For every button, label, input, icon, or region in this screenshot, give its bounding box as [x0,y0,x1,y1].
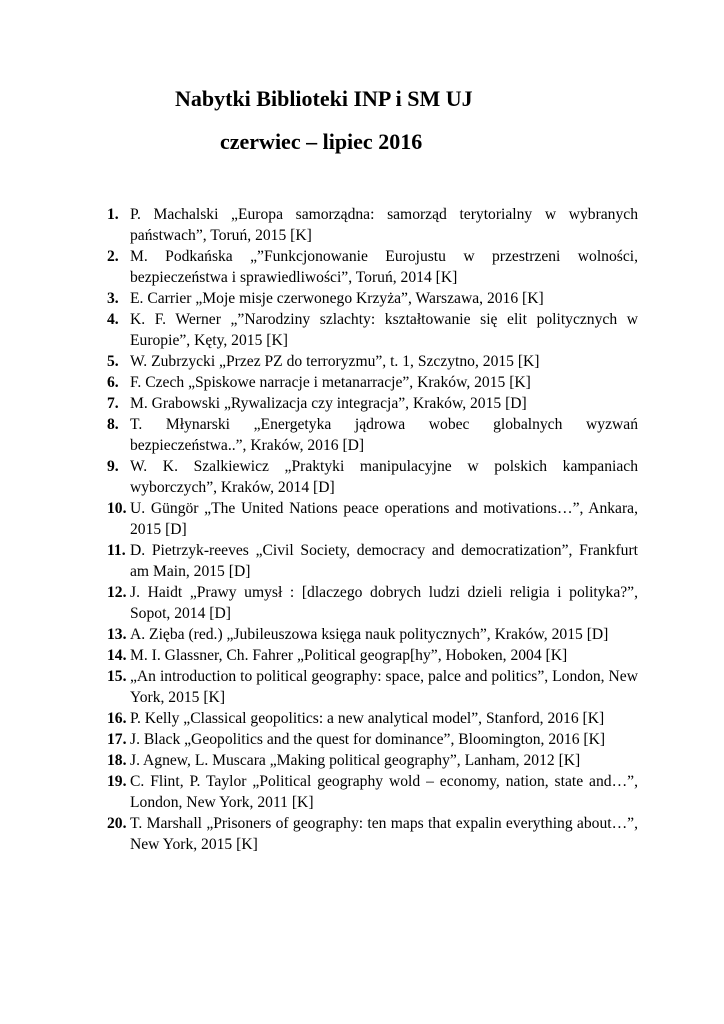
item-text: P. Machalski „Europa samorządna: samorząd terytorialny w wybranych państwach”, Toruń, 2015 [K] [130,206,638,244]
list-item [100,813,638,855]
item-number: 15. [107,668,127,685]
item-text: P. Kelly „Classical geopolitics: a new analytical model”, Stanford, 2016 [K] [130,710,605,727]
item-number: 1. [107,206,119,223]
item-text: D. Pietrzyk-reeves „Civil Society, democracy and democratization”, Frankfurt am Main, 2015 [D] [130,542,638,580]
list-item [100,456,638,498]
item-text: W. K. Szalkiewicz „Praktyki manipulacyjne w polskich kampaniach wyborczych”, Kraków, 2014 [D] [130,458,638,496]
list-item [100,645,638,666]
list-item [100,414,638,456]
list-item [100,708,638,729]
page-subtitle: czerwiec – lipiec 2016 [220,129,423,154]
item-number: 4. [107,311,119,328]
item-number: 8. [107,416,119,433]
item-text: E. Carrier „Moje misje czerwonego Krzyża”, Warszawa, 2016 [K] [130,290,544,307]
page-title: Nabytki Biblioteki INP i SM UJ [175,86,473,111]
list-item [100,204,638,246]
item-number: 17. [107,731,127,748]
item-number: 9. [107,458,119,475]
list-item [100,351,638,372]
item-text: J. Haidt „Prawy umysł : [dlaczego dobrych ludzi dzieli religia i polityka?”, Sopot, 2014 [D] [130,584,638,622]
list-item [100,393,638,414]
item-text: K. F. Werner „”Narodziny szlachty: kształtowanie się elit politycznych w Europie”, Kęty, 2015 [K] [130,311,638,349]
item-number: 10. [107,500,127,517]
item-number: 16. [107,710,127,727]
list-item [100,309,638,351]
item-text: J. Black „Geopolitics and the quest for dominance”, Bloomington, 2016 [K] [130,731,606,748]
item-text: M. Grabowski „Rywalizacja czy integracja”, Kraków, 2015 [D] [130,395,527,412]
item-text: A. Zięba (red.) „Jubileuszowa księga nauk politycznych”, Kraków, 2015 [D] [130,626,609,643]
list-item [100,246,638,288]
list-item [100,582,638,624]
item-text: F. Czech „Spiskowe narracje i metanarracje”, Kraków, 2015 [K] [130,374,531,391]
item-number: 13. [107,626,127,643]
item-number: 6. [107,374,119,391]
item-number: 19. [107,773,127,790]
item-number: 20. [107,815,127,832]
item-text: M. Podkańska „”Funkcjonowanie Eurojustu w przestrzeni wolności, bezpieczeństwa i sprawiedliwości”, Toruń, 2014 [K] [130,248,638,286]
list-item [100,372,638,393]
item-text: C. Flint, P. Taylor „Political geography wold – economy, nation, state and…”, London, New York, 2011 [K] [130,773,638,811]
item-number: 5. [107,353,119,370]
item-text: W. Zubrzycki „Przez PZ do terroryzmu”, t. 1, Szczytno, 2015 [K] [130,353,540,370]
list-item [100,771,638,813]
list-item [100,540,638,582]
list-item [100,750,638,771]
item-text: T. Marshall „Prisoners of geography: ten maps that expalin everything about…”, New York, 2015 [K] [130,815,638,853]
list-item [100,288,638,309]
list-item [100,498,638,540]
item-number: 7. [107,395,119,412]
item-number: 3. [107,290,119,307]
item-text: J. Agnew, L. Muscara „Making political geography”, Lanham, 2012 [K] [130,752,581,769]
list-item [100,666,638,708]
acquisitions-list [100,204,638,855]
item-text: M. I. Glassner, Ch. Fahrer „Political geograp[hy”, Hoboken, 2004 [K] [130,647,568,664]
item-number: 11. [107,542,126,559]
item-number: 12. [107,584,127,601]
list-item [100,729,638,750]
item-number: 2. [107,248,119,265]
list-item [100,624,638,645]
item-number: 14. [107,647,127,664]
item-text: T. Młynarski „Energetyka jądrowa wobec globalnych wyzwań bezpieczeństwa..”, Kraków, 2016 [D] [130,416,638,454]
item-number: 18. [107,752,127,769]
item-text: U. Güngör „The United Nations peace operations and motivations…”, Ankara, 2015 [D] [130,500,638,538]
item-text: „An introduction to political geography: space, palce and politics”, London, New York, 2015 [K] [130,668,638,706]
